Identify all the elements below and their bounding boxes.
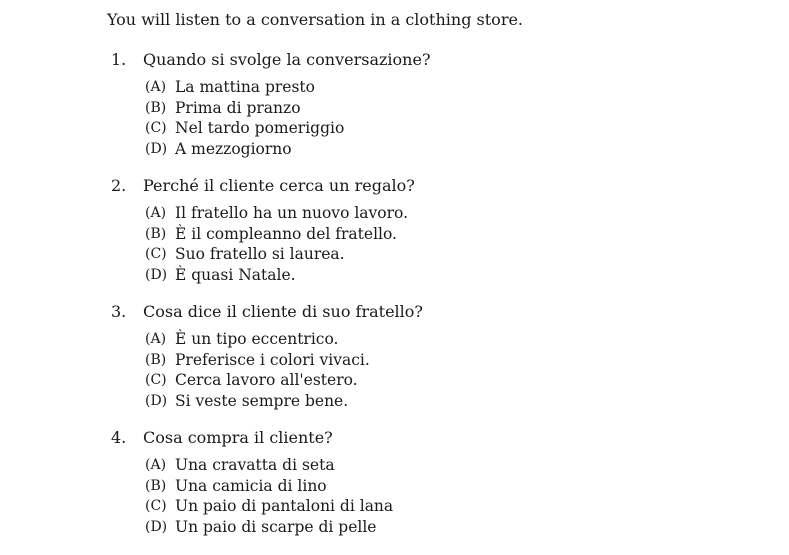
option-text: La mattina presto: [175, 78, 315, 96]
option-letter: (D): [145, 140, 168, 157]
option-letter: (C): [145, 372, 167, 388]
option-text: È il compleanno del fratello.: [175, 224, 397, 243]
answer-option-d: [145, 517, 767, 538]
answer-option-a: [145, 455, 767, 476]
option-text: Una cravatta di seta: [175, 456, 335, 474]
question-number: 3.: [111, 302, 127, 321]
option-letter: (B): [145, 477, 167, 494]
question-stem: [107, 175, 767, 197]
answer-option-c: [145, 496, 767, 517]
answer-option-c: [145, 118, 767, 139]
option-text: Cerca lavoro all'estero.: [175, 371, 358, 389]
option-letter: (B): [145, 225, 167, 242]
option-text: È quasi Natale.: [175, 265, 296, 284]
option-letter: (D): [145, 392, 168, 409]
question-stem: [107, 427, 767, 449]
option-letter: (B): [145, 99, 167, 116]
question-text: Cosa compra il cliente?: [143, 428, 333, 447]
question-stem: [107, 49, 767, 71]
option-letter: (C): [145, 120, 167, 136]
answer-options: [107, 77, 767, 159]
answer-option-b: [145, 98, 767, 119]
answer-option-d: [145, 391, 767, 412]
answer-option-a: [145, 203, 767, 224]
question-number: 4.: [111, 428, 127, 447]
intro-text: You will listen to a conversation in a clothing store.: [107, 10, 524, 29]
answer-option-b: [145, 224, 767, 245]
option-letter: (D): [145, 518, 168, 535]
document-page: [107, 9, 767, 553]
question-text: Perché il cliente cerca un regalo?: [143, 176, 415, 195]
answer-option-b: [145, 350, 767, 371]
option-letter: (C): [145, 246, 167, 262]
answer-option-d: [145, 139, 767, 160]
option-text: Un paio di scarpe di pelle: [175, 517, 377, 536]
answer-option-a: [145, 77, 767, 98]
answer-option-c: [145, 370, 767, 391]
option-text: Si veste sempre bene.: [175, 391, 349, 410]
question-3: [107, 301, 767, 411]
question-1: [107, 49, 767, 159]
option-text: Prima di pranzo: [175, 98, 301, 117]
option-letter: (A): [145, 457, 167, 473]
option-text: Nel tardo pomeriggio: [175, 119, 345, 137]
option-letter: (A): [145, 205, 167, 221]
answer-options: [107, 329, 767, 411]
answer-options: [107, 455, 767, 537]
option-letter: (A): [145, 79, 167, 95]
option-text: A mezzogiorno: [175, 139, 292, 158]
option-text: Il fratello ha un nuovo lavoro.: [175, 204, 409, 222]
option-letter: (B): [145, 351, 167, 368]
question-text: Cosa dice il cliente di suo fratello?: [143, 302, 423, 321]
question-2: [107, 175, 767, 285]
answer-option-a: [145, 329, 767, 350]
question-number: 2.: [111, 176, 127, 195]
question-text: Quando si svolge la conversazione?: [143, 50, 431, 69]
question-number: 1.: [111, 50, 127, 69]
option-text: Una camicia di lino: [175, 476, 327, 495]
option-text: Suo fratello si laurea.: [175, 245, 345, 263]
option-letter: (A): [145, 331, 167, 347]
answer-option-b: [145, 476, 767, 497]
answer-options: [107, 203, 767, 285]
option-text: Un paio di pantaloni di lana: [175, 497, 394, 515]
option-letter: (C): [145, 498, 167, 514]
question-4: [107, 427, 767, 537]
answer-option-c: [145, 244, 767, 265]
question-stem: [107, 301, 767, 323]
option-letter: (D): [145, 266, 168, 283]
option-text: Preferisce i colori vivaci.: [175, 350, 370, 369]
option-text: È un tipo eccentrico.: [175, 330, 339, 348]
answer-option-d: [145, 265, 767, 286]
